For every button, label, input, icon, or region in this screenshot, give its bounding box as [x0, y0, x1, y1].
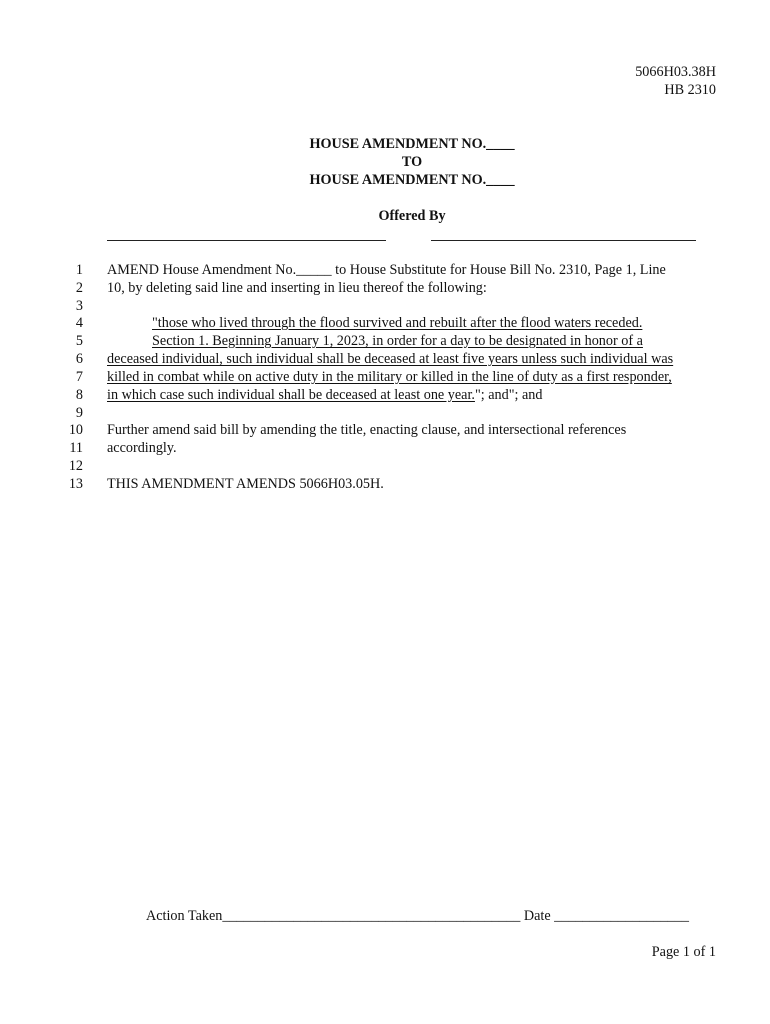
inserted-text-line: killed in combat while on active duty in the military or killed in the line of duty as a first responder,: [107, 369, 672, 385]
line-number: 6: [75, 351, 83, 367]
line-number: 2: [75, 280, 83, 296]
line-number: 12: [68, 458, 83, 474]
line-number: 3: [75, 298, 83, 314]
line-number: 11: [69, 440, 83, 456]
sponsor-signature-line: [431, 240, 696, 241]
body-line: Further amend said bill by amending the title, enacting clause, and intersectional references: [107, 422, 627, 438]
document-id: 5066H03.38H: [635, 64, 716, 80]
sponsor-signature-line: [107, 240, 386, 241]
line-number: 13: [68, 476, 83, 492]
line-number: 8: [75, 387, 83, 403]
body-line: THIS AMENDMENT AMENDS 5066H03.05H.: [107, 476, 384, 492]
action-taken-field: Action Taken__________________________________________ Date ___________________: [146, 908, 689, 924]
line-number: 4: [75, 315, 83, 331]
line-number: 5: [75, 333, 83, 349]
body-line: 10, by deleting said line and inserting in lieu thereof the following:: [107, 280, 487, 296]
line-number: 10: [68, 422, 83, 438]
amendment-title-line2: TO: [401, 154, 423, 170]
line-number: 9: [75, 405, 83, 421]
bill-number: HB 2310: [664, 82, 716, 98]
line-number: 7: [75, 369, 83, 385]
inserted-text-line: "those who lived through the flood survived and rebuilt after the flood waters receded.: [152, 315, 643, 331]
inserted-text-line: deceased individual, such individual shall be deceased at least five years unless such individual was: [107, 351, 674, 367]
body-line: [107, 387, 542, 404]
inserted-text-line: Section 1. Beginning January 1, 2023, in order for a day to be designated in honor of a: [152, 333, 643, 349]
inserted-text-line: in which case such individual shall be deceased at least one year.: [107, 387, 475, 403]
body-line: AMEND House Amendment No._____ to House Substitute for House Bill No. 2310, Page 1, Line: [107, 262, 666, 278]
page-number: Page 1 of 1: [651, 944, 716, 960]
amendment-title-line3: HOUSE AMENDMENT NO.____: [309, 172, 515, 188]
body-line: accordingly.: [107, 440, 177, 456]
amendment-title-line1: HOUSE AMENDMENT NO.____: [309, 136, 515, 152]
offered-by-label: Offered By: [378, 208, 446, 224]
line-number: 1: [75, 262, 83, 278]
closing-quote-text: "; and"; and: [474, 387, 543, 403]
